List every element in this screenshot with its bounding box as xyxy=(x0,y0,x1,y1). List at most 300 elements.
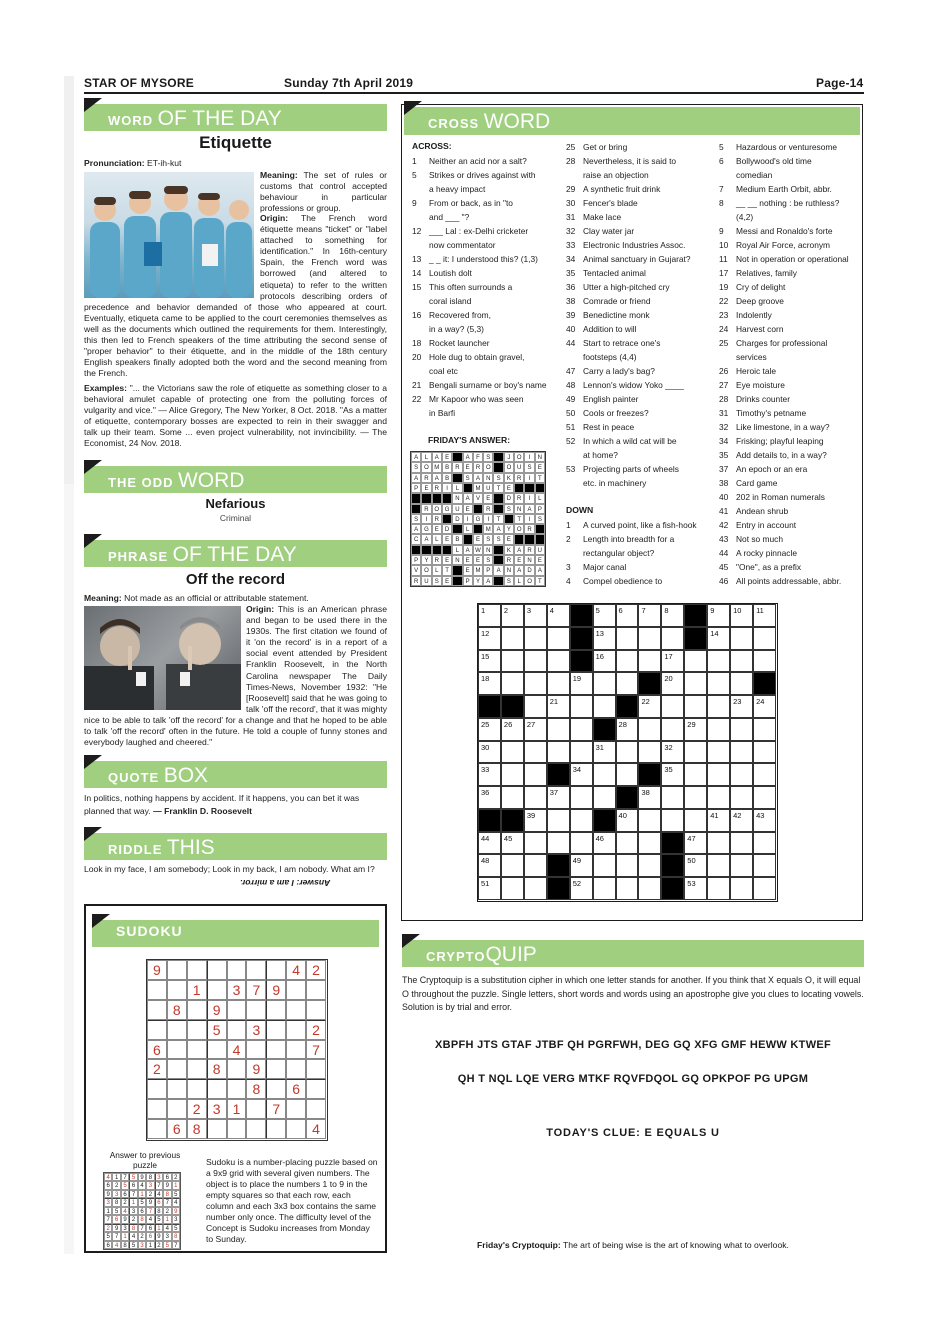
crossword-cell[interactable] xyxy=(547,809,570,832)
crossword-cell[interactable] xyxy=(661,786,684,809)
crossword-cell[interactable] xyxy=(593,763,616,786)
answer-cell: N xyxy=(524,555,534,565)
sudoku-cell[interactable] xyxy=(167,1079,187,1099)
crossword-cell[interactable] xyxy=(730,741,753,764)
answer-cell: D xyxy=(442,524,452,534)
crossword-cell[interactable] xyxy=(501,877,524,900)
sudoku-answer-cell: 2 xyxy=(172,1173,180,1181)
crossword-cell[interactable] xyxy=(593,672,616,695)
answer-cell: W xyxy=(473,545,483,555)
crossword-cell[interactable] xyxy=(616,604,639,627)
sudoku-answer-cell: 4 xyxy=(112,1241,120,1249)
clue-number: 35 xyxy=(664,765,673,775)
crossword-cell[interactable] xyxy=(661,627,684,650)
sudoku-cell[interactable] xyxy=(266,1059,286,1079)
answer-cell: S xyxy=(524,462,534,472)
clue-line: in a way? (5,3) xyxy=(429,324,484,334)
crossword-cell[interactable] xyxy=(707,877,730,900)
crossword-cell[interactable] xyxy=(638,695,661,718)
sudoku-cell[interactable] xyxy=(167,960,187,980)
crossword-cell[interactable] xyxy=(684,854,707,877)
sudoku-answer-cell: 6 xyxy=(104,1241,112,1249)
sudoku-answer-cell: 1 xyxy=(138,1190,146,1198)
crossword-cell[interactable] xyxy=(661,763,684,786)
crossword-cell[interactable] xyxy=(638,741,661,764)
crossword-cell[interactable] xyxy=(730,877,753,900)
sudoku-cell[interactable] xyxy=(187,960,207,980)
crossword-cell[interactable] xyxy=(524,741,547,764)
crossword-cell[interactable] xyxy=(730,695,753,718)
crossword-cell[interactable] xyxy=(730,786,753,809)
crossword-cell[interactable] xyxy=(478,604,501,627)
crossword-cell[interactable] xyxy=(524,809,547,832)
sudoku-cell[interactable] xyxy=(227,1119,247,1139)
sudoku-cell[interactable] xyxy=(207,1040,227,1060)
answer-cell: E xyxy=(463,555,473,565)
answer-cell: S xyxy=(483,452,493,462)
sudoku-answer-grid xyxy=(103,1172,181,1250)
sudoku-cell[interactable] xyxy=(286,980,306,1000)
crossword-cell[interactable] xyxy=(730,763,753,786)
paper-name: STAR OF MYSORE xyxy=(84,76,194,90)
sudoku-cell[interactable] xyxy=(207,1079,227,1099)
crossword-cell[interactable] xyxy=(616,627,639,650)
crossword-cell[interactable] xyxy=(730,627,753,650)
clue-line: now commentator xyxy=(429,240,496,250)
crossword-cell[interactable] xyxy=(501,854,524,877)
sudoku-cell[interactable] xyxy=(147,1020,167,1040)
crossword-cell[interactable] xyxy=(524,695,547,718)
crossword-cell[interactable] xyxy=(478,763,501,786)
crossword-cell[interactable] xyxy=(730,854,753,877)
cryptoquip-description: The Cryptoquip is a substitution cipher in which one letter stands for another. If you think that X equals O, it will equal O throughout the puzzle. Single letters, short words and words using an apostrophe give you clues to locating vowels. Solution is by trial and error. xyxy=(402,975,864,1012)
answer-cell: R xyxy=(432,514,442,524)
crossword-cell[interactable] xyxy=(661,672,684,695)
answer-cell xyxy=(493,452,503,462)
sudoku-answer-cell: 3 xyxy=(163,1232,171,1240)
crossword-cell[interactable] xyxy=(753,650,776,673)
crossword-cell[interactable] xyxy=(547,695,570,718)
crossword-cell[interactable] xyxy=(684,718,707,741)
crossword-cell[interactable] xyxy=(730,832,753,855)
crossword-cell[interactable] xyxy=(593,854,616,877)
sudoku-cell[interactable] xyxy=(227,1079,247,1099)
answer-cell: O xyxy=(524,576,534,586)
crossword-cell[interactable] xyxy=(501,672,524,695)
crossword-cell[interactable] xyxy=(570,786,593,809)
crossword-cell[interactable] xyxy=(478,832,501,855)
crossword-cell[interactable] xyxy=(616,672,639,695)
clue-number: 34 xyxy=(572,765,582,775)
crossword-cell[interactable] xyxy=(478,854,501,877)
crossword-cell[interactable] xyxy=(707,763,730,786)
crossword-cell[interactable] xyxy=(524,786,547,809)
answer-cell: U xyxy=(535,545,545,555)
crossword-cell[interactable] xyxy=(753,809,776,832)
clue-line: 38 Comrade or friend xyxy=(566,296,651,306)
crossword-cell[interactable] xyxy=(616,809,639,832)
answer-cell: N xyxy=(483,473,493,483)
answer-cell xyxy=(452,473,462,483)
sudoku-cell[interactable] xyxy=(167,1099,187,1119)
crossword-cell[interactable] xyxy=(684,672,707,695)
crossword-cell[interactable] xyxy=(501,627,524,650)
clue-number: 25 xyxy=(481,719,490,729)
crossword-cell[interactable] xyxy=(753,854,776,877)
crossword-cell[interactable] xyxy=(684,695,707,718)
crossword-cell[interactable] xyxy=(753,763,776,786)
sudoku-cell[interactable] xyxy=(147,1119,167,1139)
sudoku-answer-cell: 3 xyxy=(112,1190,120,1198)
crossword-cell[interactable] xyxy=(593,877,616,900)
clue-line: rectangular object? xyxy=(583,548,655,558)
crossword-black-cell xyxy=(616,786,639,809)
sudoku-cell[interactable] xyxy=(306,1059,326,1079)
crossword-cell[interactable] xyxy=(593,604,616,627)
crossword-cell[interactable] xyxy=(478,741,501,764)
sudoku-answer-cell: 7 xyxy=(112,1232,120,1240)
crossword-cell[interactable] xyxy=(753,877,776,900)
answer-cell: N xyxy=(504,565,514,575)
clue-number: 6 xyxy=(618,606,623,615)
crossword-cell[interactable] xyxy=(638,718,661,741)
answer-cell: R xyxy=(483,504,493,514)
crossword-cell[interactable] xyxy=(684,763,707,786)
crossword-cell[interactable] xyxy=(570,741,593,764)
sudoku-cell[interactable] xyxy=(227,960,247,980)
answer-cell: U xyxy=(452,504,462,514)
crossword-cell[interactable] xyxy=(730,672,753,695)
crossword-cell[interactable] xyxy=(501,741,524,764)
crossword-cell[interactable] xyxy=(593,650,616,673)
answer-cell: U xyxy=(483,483,493,493)
crossword-cell[interactable] xyxy=(638,604,661,627)
answer-cell: E xyxy=(421,483,431,493)
sudoku-cell: 5 xyxy=(207,1020,227,1040)
clue-number: 39 xyxy=(526,810,536,820)
crossword-cell[interactable] xyxy=(707,718,730,741)
crossword-grid xyxy=(477,603,778,902)
crossword-cell[interactable] xyxy=(707,604,730,627)
answer-cell: L xyxy=(432,565,442,575)
answer-cell: A xyxy=(493,565,503,575)
crossword-cell[interactable] xyxy=(616,854,639,877)
clue-line: 39 Benedictine monk xyxy=(566,310,650,320)
sudoku-cell[interactable] xyxy=(147,1099,167,1119)
sudoku-cell[interactable] xyxy=(246,1000,266,1020)
sudoku-cell: 9 xyxy=(266,980,286,1000)
sudoku-cell[interactable] xyxy=(227,1020,247,1040)
clue-line: 35 Add details to, in a way? xyxy=(719,450,827,460)
sudoku-cell[interactable] xyxy=(167,1020,187,1040)
crossword-cell[interactable] xyxy=(638,809,661,832)
crossword-cell[interactable] xyxy=(638,786,661,809)
answer-cell xyxy=(473,524,483,534)
clue-number: 18 xyxy=(481,674,490,684)
clue-number: 43 xyxy=(756,810,765,820)
sudoku-cell[interactable] xyxy=(246,1119,266,1139)
crossword-cell[interactable] xyxy=(524,672,547,695)
crossword-cell[interactable] xyxy=(547,741,570,764)
sudoku-cell[interactable] xyxy=(286,1000,306,1020)
crossword-cell[interactable] xyxy=(570,832,593,855)
crossword-cell[interactable] xyxy=(501,718,524,741)
crossword-cell[interactable] xyxy=(616,741,639,764)
crossword-cell[interactable] xyxy=(661,650,684,673)
sudoku-answer-cell: 6 xyxy=(121,1190,129,1198)
crossword-cell[interactable] xyxy=(478,627,501,650)
clue-number: 21 xyxy=(549,697,559,707)
clue-line: 4 Compel obedience to xyxy=(566,576,663,586)
sudoku-answer-cell: 6 xyxy=(146,1232,154,1240)
crossword-cell[interactable] xyxy=(638,627,661,650)
crossword-cell[interactable] xyxy=(593,695,616,718)
crossword-cell[interactable] xyxy=(684,877,707,900)
sudoku-cell[interactable] xyxy=(266,1119,286,1139)
sudoku-cell[interactable] xyxy=(187,1059,207,1079)
sudoku-banner: SUDOKU xyxy=(92,920,379,947)
sudoku-cell[interactable] xyxy=(266,1040,286,1060)
crossword-cell[interactable] xyxy=(753,604,776,627)
sudoku-cell[interactable] xyxy=(286,1020,306,1040)
crossword-cell[interactable] xyxy=(547,832,570,855)
sudoku-cell[interactable] xyxy=(207,980,227,1000)
crossword-cell[interactable] xyxy=(753,786,776,809)
clue-line: 31 Timothy's petname xyxy=(719,408,807,418)
crossword-cell[interactable] xyxy=(478,718,501,741)
crossword-cell[interactable] xyxy=(570,877,593,900)
sudoku-cell[interactable] xyxy=(306,1079,326,1099)
clue-line: 47 Carry a lady's bag? xyxy=(566,366,655,376)
answer-cell: L xyxy=(432,534,442,544)
crossword-cell[interactable] xyxy=(524,877,547,900)
crossword-cell[interactable] xyxy=(730,809,753,832)
crossword-cell[interactable] xyxy=(570,695,593,718)
crossword-cell[interactable] xyxy=(684,832,707,855)
sudoku-cell[interactable] xyxy=(286,1099,306,1119)
crossword-cell[interactable] xyxy=(753,832,776,855)
sudoku-cell[interactable] xyxy=(227,1000,247,1020)
crossword-cell[interactable] xyxy=(547,672,570,695)
crossword-cell[interactable] xyxy=(638,854,661,877)
sudoku-cell[interactable] xyxy=(246,1040,266,1060)
sudoku-cell[interactable] xyxy=(147,980,167,1000)
sudoku-answer-cell: 8 xyxy=(112,1198,120,1206)
clue-line: in Barfi xyxy=(429,408,456,418)
crossword-cell[interactable] xyxy=(730,718,753,741)
crossword-cell[interactable] xyxy=(547,604,570,627)
sudoku-cell[interactable] xyxy=(207,1119,227,1139)
crossword-cell[interactable] xyxy=(501,832,524,855)
answer-cell xyxy=(442,514,452,524)
answer-cell: S xyxy=(432,576,442,586)
sudoku-answer-cell: 8 xyxy=(155,1207,163,1215)
sudoku-cell[interactable] xyxy=(187,1079,207,1099)
crossword-cell[interactable] xyxy=(616,650,639,673)
crossword-cell[interactable] xyxy=(638,877,661,900)
crossword-cell[interactable] xyxy=(524,763,547,786)
crossword-black-cell xyxy=(661,854,684,877)
crossword-cell[interactable] xyxy=(616,718,639,741)
crossword-cell[interactable] xyxy=(524,718,547,741)
answer-cell: S xyxy=(504,576,514,586)
crossword-cell[interactable] xyxy=(707,786,730,809)
crossword-cell[interactable] xyxy=(501,650,524,673)
sudoku-answer-cell: 3 xyxy=(146,1181,154,1189)
crossword-cell[interactable] xyxy=(707,695,730,718)
answer-cell: E xyxy=(535,555,545,565)
crossword-cell[interactable] xyxy=(570,854,593,877)
sudoku-cell[interactable] xyxy=(266,1000,286,1020)
fridays-answer-grid xyxy=(410,451,546,587)
sudoku-cell[interactable] xyxy=(306,1099,326,1119)
crossword-cell[interactable] xyxy=(707,672,730,695)
crossword-cell[interactable] xyxy=(684,786,707,809)
sudoku-answer-cell: 5 xyxy=(163,1241,171,1249)
crossword-cell[interactable] xyxy=(478,786,501,809)
crossword-cell[interactable] xyxy=(661,718,684,741)
crossword-cell[interactable] xyxy=(707,854,730,877)
sudoku-cell[interactable] xyxy=(207,960,227,980)
crossword-cell[interactable] xyxy=(547,718,570,741)
crossword-cell[interactable] xyxy=(570,809,593,832)
word-of-day-origin: Origin: The French word étiquette means "ticket" or "label attached to something for identification." In 16th-century Spain, the French word was borrowed (and altered to etiqueta) to refer to the written protocols describing orders of precedence and behavior demanded of those who appeared at court. Eventually, etiqueta came to be applied to the court ceremonies themselves as well as the documents which outlined the requirements for them. Interestingly, this then led to French speakers of the time attributing the second sense of "proper behavior" to their étiquette, and in the middle of the 18th century English speakers finally adopted both the word and the second meaning from the French. xyxy=(84,213,387,379)
sudoku-cell[interactable] xyxy=(286,1040,306,1060)
clue-line: (4,2) xyxy=(736,212,754,222)
clue-line: 7 Medium Earth Orbit, abbr. xyxy=(719,184,832,194)
clue-line: 53 Projecting parts of wheels xyxy=(566,464,679,474)
sudoku-cell[interactable] xyxy=(167,980,187,1000)
crossword-cell[interactable] xyxy=(707,809,730,832)
sudoku-answer-cell: 1 xyxy=(163,1215,171,1223)
crossword-cell[interactable] xyxy=(501,763,524,786)
crossword-cell[interactable] xyxy=(661,741,684,764)
crossword-cell[interactable] xyxy=(501,604,524,627)
clue-number: 31 xyxy=(595,742,604,752)
crossword-cell[interactable] xyxy=(684,809,707,832)
sudoku-cell[interactable] xyxy=(147,1000,167,1020)
crossword-cell[interactable] xyxy=(570,763,593,786)
crossword-cell[interactable] xyxy=(593,741,616,764)
sudoku-answer-cell: 6 xyxy=(104,1181,112,1189)
crossword-cell[interactable] xyxy=(684,650,707,673)
crossword-cell[interactable] xyxy=(730,650,753,673)
crossword-cell[interactable] xyxy=(524,832,547,855)
answer-cell: E xyxy=(463,565,473,575)
sudoku-cell[interactable] xyxy=(187,1000,207,1020)
crossword-black-cell xyxy=(661,832,684,855)
crossword-cell[interactable] xyxy=(638,650,661,673)
sudoku-cell[interactable] xyxy=(227,1059,247,1079)
crossword-cell[interactable] xyxy=(547,650,570,673)
sudoku-cell[interactable] xyxy=(167,1040,187,1060)
crossword-cell[interactable] xyxy=(524,627,547,650)
crossword-cell[interactable] xyxy=(478,672,501,695)
crossword-cell[interactable] xyxy=(524,604,547,627)
crossword-cell[interactable] xyxy=(616,877,639,900)
crossword-cell[interactable] xyxy=(570,718,593,741)
sudoku-cell: 3 xyxy=(227,980,247,1000)
sudoku-cell[interactable] xyxy=(306,1000,326,1020)
crossword-cell[interactable] xyxy=(593,786,616,809)
crossword-cell[interactable] xyxy=(478,650,501,673)
crossword-cell[interactable] xyxy=(753,741,776,764)
clue-line: comedian xyxy=(736,170,773,180)
sudoku-answer-cell: 5 xyxy=(121,1181,129,1189)
sudoku-answer-cell: 8 xyxy=(129,1224,137,1232)
clue-number: 48 xyxy=(481,856,490,866)
crossword-cell[interactable] xyxy=(661,809,684,832)
sudoku-cell[interactable] xyxy=(266,1020,286,1040)
riddle-answer: Answer: I am a mirror. xyxy=(240,878,331,888)
crossword-cell[interactable] xyxy=(753,695,776,718)
clue-number: 13 xyxy=(595,628,604,638)
crossword-cell[interactable] xyxy=(501,786,524,809)
crossword-cell[interactable] xyxy=(661,695,684,718)
clue-line: 44 Start to retrace one's xyxy=(566,338,661,348)
down-clues-col3 xyxy=(719,140,861,588)
crossword-cell[interactable] xyxy=(753,627,776,650)
sudoku-cell[interactable] xyxy=(246,960,266,980)
answer-cell: F xyxy=(473,452,483,462)
crossword-cell[interactable] xyxy=(524,650,547,673)
crossword-cell[interactable] xyxy=(684,741,707,764)
clue-number: 4 xyxy=(549,606,554,615)
crossword-cell[interactable] xyxy=(730,604,753,627)
sudoku-cell[interactable] xyxy=(306,980,326,1000)
answer-cell: L xyxy=(535,493,545,503)
crossword-cell[interactable] xyxy=(478,877,501,900)
clue-number: 17 xyxy=(664,651,673,661)
sudoku-cell[interactable] xyxy=(246,1099,266,1119)
crossword-cell[interactable] xyxy=(547,627,570,650)
sudoku-cell[interactable] xyxy=(286,1059,306,1079)
sudoku-cell[interactable] xyxy=(187,1040,207,1060)
sudoku-cell[interactable] xyxy=(286,1119,306,1139)
crossword-cell[interactable] xyxy=(661,604,684,627)
crossword-cell[interactable] xyxy=(593,832,616,855)
crossword-cell[interactable] xyxy=(707,832,730,855)
sudoku-cell[interactable] xyxy=(187,1020,207,1040)
clue-number: 41 xyxy=(710,810,719,820)
sudoku-cell[interactable] xyxy=(147,1079,167,1099)
crossword-cell[interactable] xyxy=(616,763,639,786)
crossword-cell[interactable] xyxy=(616,832,639,855)
clue-line: and ___ "? xyxy=(429,212,470,222)
crossword-cell[interactable] xyxy=(707,627,730,650)
sudoku-cell: 2 xyxy=(306,960,326,980)
answer-cell xyxy=(473,504,483,514)
crossword-cell[interactable] xyxy=(638,832,661,855)
crossword-cell[interactable] xyxy=(547,786,570,809)
crossword-cell[interactable] xyxy=(753,718,776,741)
sudoku-cell: 7 xyxy=(246,980,266,1000)
answer-cell: C xyxy=(411,534,421,544)
clue-number: 45 xyxy=(503,833,513,843)
sudoku-cell[interactable] xyxy=(266,1079,286,1099)
sudoku-cell[interactable] xyxy=(167,1059,187,1079)
crossword-cell[interactable] xyxy=(524,854,547,877)
sudoku-cell[interactable] xyxy=(266,960,286,980)
crossword-black-cell xyxy=(638,763,661,786)
answer-cell: O xyxy=(421,462,431,472)
crossword-cell[interactable] xyxy=(707,741,730,764)
crossword-cell[interactable] xyxy=(570,672,593,695)
crossword-cell[interactable] xyxy=(707,650,730,673)
quote-text: In politics, nothing happens by accident. If it happens, you can bet it was planned that way. — Franklin D. Roosevelt xyxy=(84,793,360,816)
crossword-cell[interactable] xyxy=(593,627,616,650)
word-of-day-meaning: Meaning: The set of rules or customs that control accepted behaviour in particular professions or group. xyxy=(260,170,387,214)
